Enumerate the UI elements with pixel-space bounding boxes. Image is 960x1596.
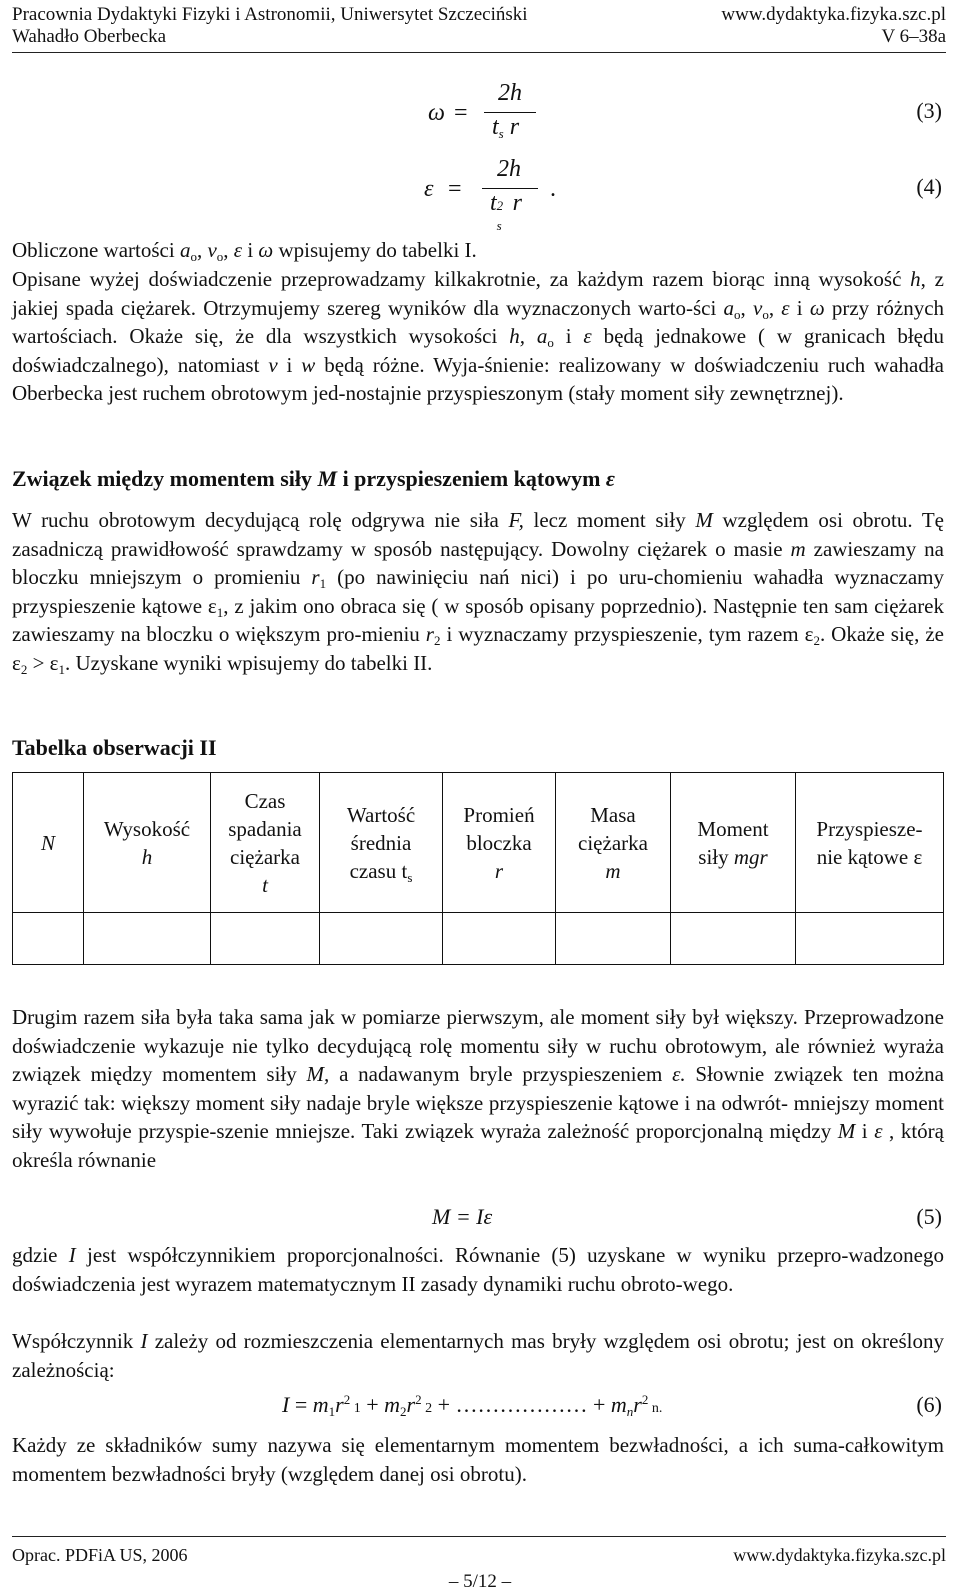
document-page: Pracownia Dydaktyki Fizyki i Astronomii, Uniwersytet Szczeciński www.dydaktyka.fizyka.szc.pl Wahadło Oberbecka V 6–38a ω = 2h $t_s$ r (3) ε = 2h t 2 s r . (4) Obliczone wartości $a_o$, $v_o$, ε i ω wpisujemy do tabelki I. Opisane wyżej doświadczenie przeprowadzamy kilkakrotnie, za każdym razem biorąc inną wysokość h, z jakiej spada ciężarek. Otrzymujemy szereg wyników dla wyznaczonych warto-ści $a_o$, $v_o$, ε i ω przy różnych wartościach. Okaże się, że dla wszystkich wysokości h, $a_o$ i ε będą jednakowe ( w granicach błędu doświadczalnego), natomiast v i w będą różne. Wyja-śnienie: realizowany w doświadczeniu ruch wahadła Oberbecka jest ruchem obrotowym jed-nostajnie przyspieszonym (stały moment siły zewnętrznej). Związek między momentem siły M i przyspieszeniem kątowym ε W ruchu obrotowym decydującą rolę odgrywa nie siła F, lecz moment siły M względem osi obrotu. Tę zasadniczą prawidłowość sprawdzamy w sposób następujący. Dowolny ciężarek o masie m zawieszamy na bloczku mniejszym o promieniu $r_1$ (po nawinięciu nań nici) i po uru-chomieniu wahadła wyznaczamy przyspieszenie kątowe $\varepsilon_1$, z jakim ono obraca się ( w sposób opisany poprzednio). Następnie ten sam ciężarek zawieszamy na bloczku o większym pro-mieniu $r_2$ i wyznaczamy przyspieszenie, tym razem $\varepsilon_2$. Okaże się, że $\varepsilon_2 > \varepsilon_1$. Uzyskane wyniki wpisujemy do tabelki II. Tabelka obserwacji II N Wysokość h Czas spadania ciężarka t Wartość średnia czasu $t_s$ Promień bloczka r Masa ciężarka m Moment siły mgr Przyspiesze- nie kątowe ε Drugim razem siła była taka sama jak w pomiarze pierwszym, ale moment siły był większy. Przeprowadzone doświadczenie wykazuje nie tylko decydującą rolę momentu siły w ruchu obrotowym, ale również wyraża związek między momentem siły M, a nadawanym bryle przyspieszeniem ε. Słownie związek ten można wyrazić tak: większy moment siły nadaje bryle większe przyspieszenie kątowe i na odwrót- mniejszy moment siły wywołuje przyspie-szenie mniejsze. Taki związek wyraża zależność proporcjonalną między M i ε , którą określa równanie M = Iε (5) gdzie I jest współczynnikiem proporcjonalności. Równanie (5) uzyskane w wyniku przepro-wadzonego doświadczenia jest wyrazem matematycznym II zasady dynamiki ruchu obroto-wego. Współczynnik I zależy od rozmieszczenia elementarnych mas bryły względem osi obrotu; jest on określony zależnością: $I = m_1r^2$ $1 + m_2r^2$ 2 + ……………… + $m_nr^2$ n. (6) Każdy ze składników sumy nazywa się elementarnym momentem bezwładności, a ich suma-całkowitym momentem bezwładności bryły (względem danej osi obrotu). Oprac. PDFiA US, 2006 www.dydaktyka.fizyka.szc.pl – 5/12 –: [0, 0, 960, 1596]
equation-5-number: (5): [916, 1204, 942, 1229]
col-height: Wysokość h: [84, 773, 211, 913]
paragraph-drugim-razem: Drugim razem siła była taka sama jak w pomiarze pierwszym, ale moment siły był większy. Przeprowadzone doświadczenie wykazuje nie tylko decydującą rolę momentu siły w ruchu obrotowym, ale również wyraża związek między momentem siły M, a nadawanym bryle przyspieszeniem ε. Słownie związek ten można wyrazić tak: większy moment siły nadaje bryle większe przyspieszenie kątowe i na odwrót- mniejszy moment siły wywołuje przyspie-szenie mniejsze. Taki związek wyraża zależność proporcjonalną między M i ε , którą określa równanie: [12, 1005, 944, 1172]
table-cell: [556, 913, 671, 965]
header-topic: Wahadło Oberbecka: [12, 26, 167, 47]
table-cell: [671, 913, 796, 965]
paragraph-kazdy-skladnik: Każdy ze składników sumy nazywa się elementarnym momentem bezwładności, a ich suma-całkowitym momentem bezwładności bryły (względem danej osi obrotu).: [12, 1433, 944, 1486]
equation-4-number: (4): [916, 174, 942, 199]
page-number: – 5/12 –: [448, 1571, 512, 1592]
eq4-lhs: ε: [424, 176, 434, 202]
footer-rule: [12, 1536, 946, 1537]
header-institution: Pracownia Dydaktyki Fizyki i Astronomii, Uniwersytet Szczeciński: [12, 4, 528, 25]
col-mass: Masa ciężarka m: [556, 773, 671, 913]
paragraph-opisane: Opisane wyżej doświadczenie przeprowadzamy kilkakrotnie, za każdym razem biorąc inną wysokość h, z jakiej spada ciężarek. Otrzymujemy szereg wyników dla wyznaczonych warto-ści $a_o$, $v_o$, ε i ω przy różnych wartościach. Okaże się, że dla wszystkich wysokości h, $a_o$ i ε będą jednakowe ( w granicach błędu doświadczalnego), natomiast v i w będą różne. Wyja-śnienie: realizowany w doświadczeniu ruch wahadła Oberbecka jest ruchem obrotowym jed-nostajnie przyspieszonym (stały moment siły zewnętrznej).: [12, 267, 945, 405]
footer-website: www.dydaktyka.fizyka.szc.pl: [733, 1545, 946, 1565]
table-cell: [796, 913, 944, 965]
col-moment: Moment siły mgr: [671, 773, 796, 913]
col-n: N: [13, 773, 84, 913]
paragraph-obliczone: Obliczone wartości $a_o$, $v_o$, ε i ω wpisujemy do tabelki I.: [12, 238, 477, 264]
eq3-numerator: 2h: [498, 80, 522, 106]
col-angular-acceleration: Przyspiesze- nie kątowe ε: [796, 773, 944, 913]
paragraph-wspolczynnik: Współczynnik I zależy od rozmieszczenia elementarnych mas bryły względem osi obrotu; jest on określony zależnością:: [12, 1329, 944, 1382]
header-website: www.dydaktyka.fizyka.szc.pl: [721, 4, 946, 25]
eq3-denominator: $t_s$ r: [492, 114, 520, 141]
col-mean-time: Wartość średnia czasu $t_s$: [320, 773, 443, 913]
table-header-row: [13, 773, 944, 913]
header-code: V 6–38a: [881, 26, 946, 47]
paragraph-gdzie: gdzie I jest współczynnikiem proporcjonalności. Równanie (5) uzyskane w wyniku przepro-wadzonego doświadczenia jest wyrazem matematycznym II zasady dynamiki ruchu obroto-wego.: [12, 1243, 944, 1296]
table-cell: [84, 913, 211, 965]
eq3-lhs: ω: [428, 100, 445, 126]
eq4-numerator: 2h: [497, 156, 521, 182]
paragraph-ruch-obrotowy: W ruchu obrotowym decydującą rolę odgrywa nie siła F, lecz moment siły M względem osi obrotu. Tę zasadniczą prawidłowość sprawdzamy w sposób następujący. Dowolny ciężarek o masie m zawieszamy na bloczku mniejszym o promieniu $r_1$ (po nawinięciu nań nici) i po uru-chomieniu wahadła wyznaczamy przyspieszenie kątowe $\varepsilon_1$, z jakim ono obraca się ( w sposób opisany poprzednio). Następnie ten sam ciężarek zawieszamy na bloczku o większym pro-mieniu $r_2$ i wyznaczamy przyspieszenie, tym razem $\varepsilon_2$. Okaże się, że $\varepsilon_2 > \varepsilon_1$. Uzyskane wyniki wpisujemy do tabelki II.: [12, 508, 945, 677]
table-title: Tabelka obserwacji II: [12, 735, 217, 760]
col-radius: Promień bloczka r: [443, 773, 556, 913]
table-empty-row: [13, 913, 944, 965]
equation-5: M = Iε: [432, 1204, 493, 1229]
table-cell: [443, 913, 556, 965]
table-cell: [13, 913, 84, 965]
table-cell: [320, 913, 443, 965]
col-fall-time: Czas spadania ciężarka t: [211, 773, 320, 913]
equation-3-number: (3): [916, 98, 942, 123]
observation-table: [12, 772, 944, 965]
table-cell: [211, 913, 320, 965]
header-rule: [12, 52, 946, 53]
equation-6-number: (6): [916, 1392, 942, 1417]
eq4-denominator: t 2 s r: [490, 190, 523, 233]
equation-6: $I = m_1r^2$ $1 + m_2r^2$ 2 + ……………… + $m_nr^2$ n.: [282, 1392, 663, 1419]
footer-credit: Oprac. PDFiA US, 2006: [12, 1545, 188, 1565]
section-heading: Związek między momentem siły M i przyspieszeniem kątowym ε: [12, 466, 615, 491]
